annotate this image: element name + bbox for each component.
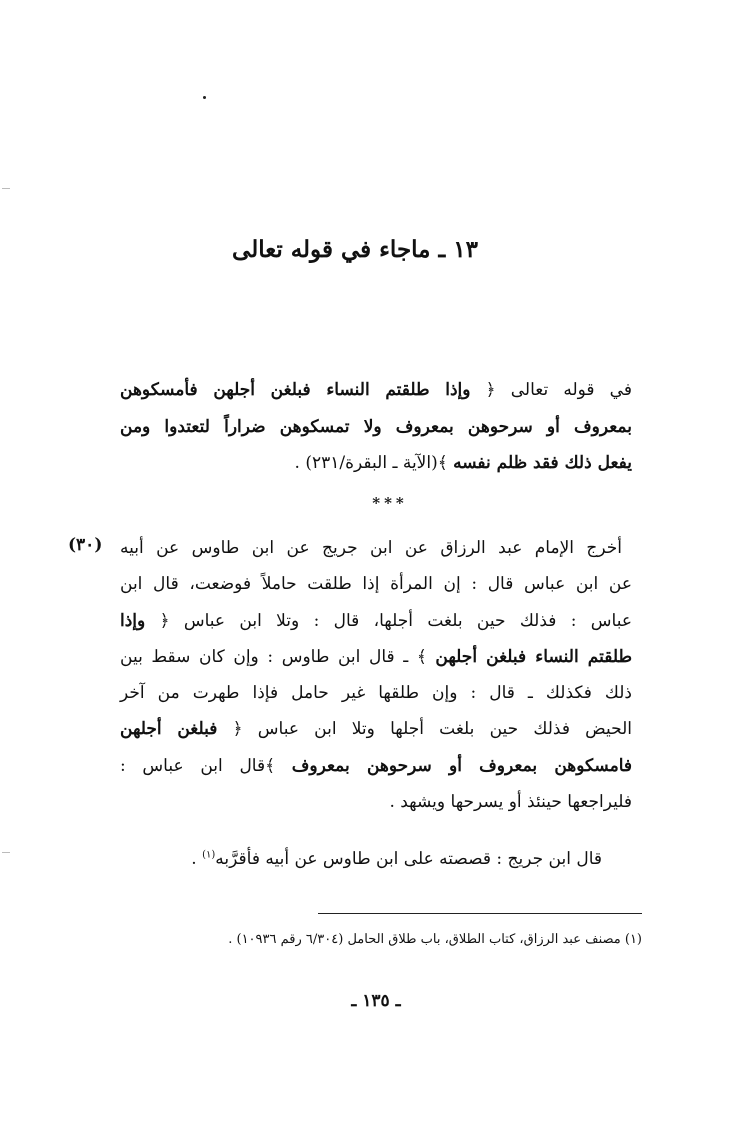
hadith-number: (٣٠) — [68, 535, 103, 555]
scan-edge-mark — [2, 188, 10, 189]
hadith-paragraph — [120, 530, 632, 820]
closing-sentence — [120, 842, 632, 876]
hadith-line: عن ابن عباس قال : إن المرأة إذا طلقت حاملاً فوضعت، قال ابن — [120, 574, 632, 595]
section-separator: *** — [372, 494, 408, 512]
closing-end: . — [191, 849, 203, 869]
footnote-reference[interactable]: (١) — [202, 849, 216, 861]
page-number: ـ ١٣٥ ـ — [351, 991, 401, 1011]
hadith-line: فليراجعها حينئذ أو يسرحها ويشهد . — [389, 792, 632, 813]
hadith-line: عباس : فذلك حين بلغت أجلها، قال : وتلا ابن عباس ﴿ وإذا — [120, 610, 632, 631]
closing-text: قال ابن جريج : قصصته على ابن طاوس عن أبيه فأقرَّبه — [215, 849, 602, 869]
hadith-line: أخرج الإمام عبد الرزاق عن ابن جريج عن ابن طاوس عن أبيه — [120, 538, 622, 558]
hadith-line: طلقتم النساء فبلغن أجلهن ﴾ ـ قال ابن طاوس : وإن كان سقط بين — [120, 646, 633, 667]
ink-dot — [203, 96, 206, 99]
scan-edge-mark — [2, 852, 10, 853]
intro-paragraph — [120, 372, 632, 482]
intro-line: في قوله تعالى ﴿ وإذا طلقتم النساء فبلغن أجلهن فأمسكوهن — [120, 380, 632, 400]
intro-line: بمعروف أو سرحوهن بمعروف ولا تمسكوهن ضراراً لتعتدوا ومن — [120, 416, 632, 437]
footnote: (١) مصنف عبد الرزاق، كتاب الطلاق، باب طلاق الحامل (٦/٣٠٤ رقم ١٠٩٣٦) . — [228, 932, 642, 947]
intro-line: يفعل ذلك فقد ظلم نفسه ﴾(الآية ـ البقرة/٢٣١) . — [294, 453, 632, 473]
hadith-line: فامسكوهن بمعروف أو سرحوهن بمعروف ﴾قال ابن عباس : — [120, 755, 632, 776]
hadith-line: ذلك فكذلك ـ قال : وإن طلقها غير حامل فإذا طهرت من آخر — [120, 683, 632, 704]
chapter-title: ١٣ ـ ماجاء في قوله تعالى — [232, 236, 478, 263]
hadith-line: الحيض فذلك حين بلغت أجلها وتلا ابن عباس ﴿ فبلغن أجلهن — [120, 719, 632, 740]
footnote-divider — [318, 913, 642, 914]
